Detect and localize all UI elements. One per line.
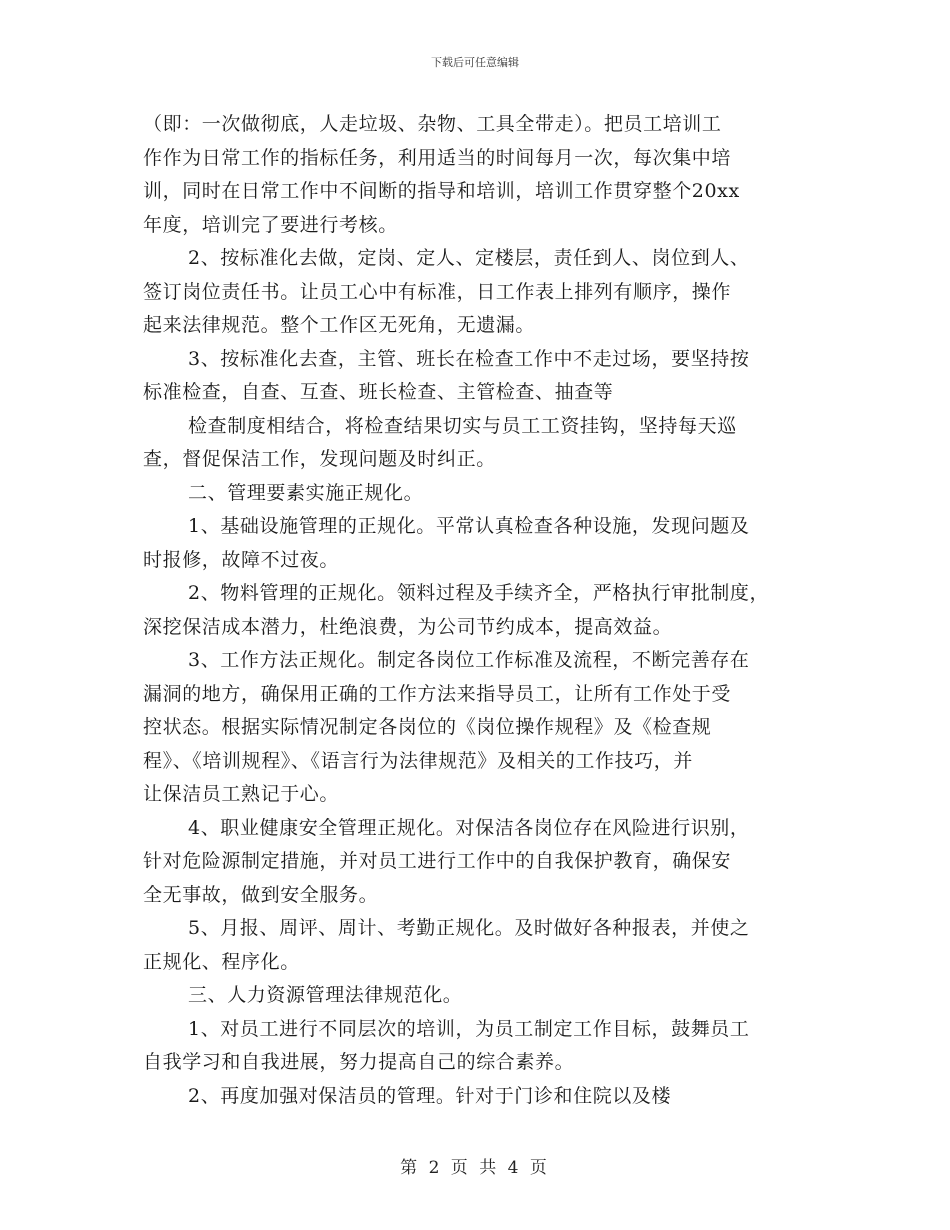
text-line: （即：一次做彻底，人走垃圾、杂物、工具全带走）。把员工培训工 xyxy=(143,113,722,135)
document-body xyxy=(143,108,823,1113)
text-line: 自我学习和自我进展，努力提高自己的综合素养。 xyxy=(143,1051,575,1073)
text-line: 检查制度相结合，将检查结果切实与员工工资挂钩，坚持每天巡 xyxy=(188,414,737,437)
text-line: 起来法律规范。整个工作区无死角，无遗漏。 xyxy=(143,314,536,336)
text-line: 3、按标准化去查，主管、班长在检查工作中不走过场，要坚持按 xyxy=(188,347,750,370)
text-line: 1、基础设施管理的正规化。平常认真检查各种设施，发现问题及 xyxy=(188,515,750,537)
text-line: 4、职业健康安全管理正规化。对保洁各岗位存在风险进行识别， xyxy=(188,816,750,839)
text-line: 1、对员工进行不同层次的培训，为员工制定工作目标，鼓舞员工 xyxy=(188,1017,750,1040)
text-line: 标准检查，自查、互查、班长检查、主管检查、抽查等 xyxy=(143,381,614,403)
text-line: 正规化、程序化。 xyxy=(143,950,300,973)
page-number: 第 2 页 共 4 页 xyxy=(400,1158,550,1178)
text-line: 漏洞的地方，确保用正确的工作方法来指导员工，让所有工作处于受 xyxy=(143,682,732,705)
text-line: 2、物料管理的正规化。领料过程及手续齐全，严格执行审批制度， xyxy=(188,582,770,604)
text-line: 2、再度加强对保洁员的管理。针对于门诊和住院以及楼 xyxy=(188,1084,672,1107)
text-line: 程》、《培训规程》、《语言行为法律规范》及相关的工作技巧，并 xyxy=(143,749,694,772)
text-line: 让保洁员工熟记于心。 xyxy=(143,783,340,805)
text-line: 训，同时在日常工作中不间断的指导和培训，培训工作贯穿整个20xx xyxy=(143,180,740,202)
text-line: 深挖保洁成本潜力，杜绝浪费，为公司节约成本，提高效益。 xyxy=(143,615,673,638)
section-heading: 二、管理要素实施正规化。 xyxy=(188,481,424,504)
text-line: 时报修，故障不过夜。 xyxy=(143,548,340,571)
text-line: 2、按标准化去做，定岗、定人、定楼层，责任到人、岗位到人、 xyxy=(188,247,750,269)
page-header: 下载后可任意编辑 xyxy=(431,56,519,69)
section-heading: 三、人力资源管理法律规范化。 xyxy=(188,984,463,1006)
text-line: 3、工作方法正规化。制定各岗位工作标准及流程，不断完善存在 xyxy=(188,649,750,671)
text-line: 针对危险源制定措施，并对员工进行工作中的自我保护教育，确保安 xyxy=(143,850,732,872)
text-line: 5、月报、周评、周计、考勤正规化。及时做好各种报表，并使之 xyxy=(188,917,750,939)
text-line: 查，督促保洁工作，发现问题及时纠正。 xyxy=(143,448,496,470)
text-line: 全无事故，做到安全服务。 xyxy=(143,883,379,906)
text-line: 控状态。根据实际情况制定各岗位的《岗位操作规程》及《检查规 xyxy=(143,716,712,738)
text-line: 作作为日常工作的指标任务，利用适当的时间每月一次，每次集中培 xyxy=(143,146,732,169)
text-line: 年度，培训完了要进行考核。 xyxy=(143,213,398,236)
text-line: 签订岗位责任书。让员工心中有标准，日工作表上排列有顺序，操作 xyxy=(143,280,732,303)
